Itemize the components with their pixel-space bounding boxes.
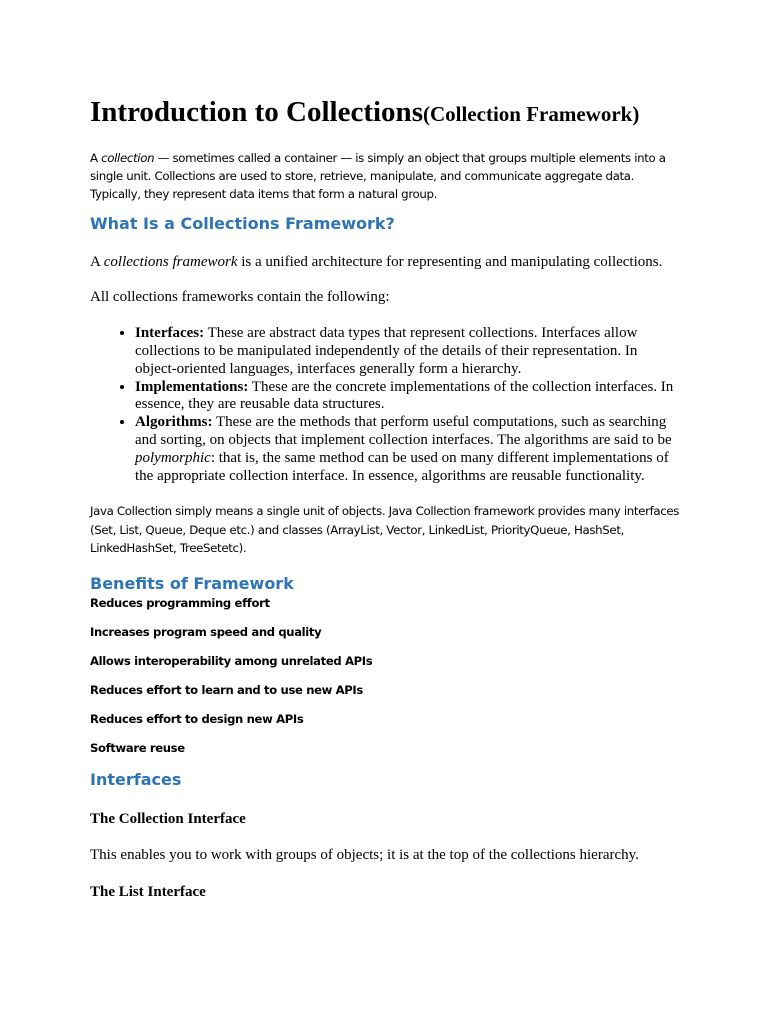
definition-emphasis: collections framework xyxy=(103,253,238,270)
benefits-list xyxy=(90,595,680,769)
benefit-item: Reduces effort to design new APIs xyxy=(90,711,304,726)
title-subtitle: (Collection Framework) xyxy=(422,102,640,126)
list-item-text: These are the methods that perform useful computations, such as searching and sorting, on objects that implement collection interfaces. The algorithms are said to be xyxy=(135,414,672,448)
page-title xyxy=(90,92,680,134)
collection-interface-description: This enables you to work with groups of objects; it is at the top of the collections hierarchy. xyxy=(90,846,639,863)
list-item-emphasis: polymorphic xyxy=(135,449,211,466)
intro-emphasis: collection xyxy=(101,151,155,165)
list-item-text: These are the concrete implementations of the collection interfaces. In essence, they are reusable data structures. xyxy=(135,378,674,413)
section-heading-benefits: Benefits of Framework xyxy=(90,573,294,593)
framework-contents-intro: All collections frameworks contain the following: xyxy=(90,289,390,306)
subheading-collection-interface: The Collection Interface xyxy=(90,810,246,827)
intro-lead: A xyxy=(90,151,102,165)
section-heading-interfaces: Interfaces xyxy=(90,769,182,789)
list-item-text-continued: : that is, the same method can be used on many different implementations of the appropriate collection interface. In essence, algorithms are reusable functionality. xyxy=(135,449,669,484)
benefit-item: Reduces programming effort xyxy=(90,595,270,610)
subheading-list-interface: The List Interface xyxy=(90,883,206,900)
definition-rest: is a unified architecture for representing and manipulating collections. xyxy=(237,253,663,270)
intro-rest: — sometimes called a container — is simply an object that groups multiple elements into a single unit. Collections are used to store, retrieve, manipulate, and communicate aggregate data. Typically, they represent data items that form a natural group. xyxy=(90,151,666,202)
list-item xyxy=(135,379,680,415)
benefit-item: Software reuse xyxy=(90,740,185,755)
list-item xyxy=(135,414,680,485)
list-item-term: Implementations: xyxy=(135,378,249,395)
intro-paragraph xyxy=(90,149,680,204)
document-page xyxy=(90,92,680,901)
title-main: Introduction to Collections xyxy=(90,96,423,128)
definition-lead: A xyxy=(90,253,104,270)
benefit-item: Reduces effort to learn and to use new APIs xyxy=(90,682,363,697)
benefit-item: Increases program speed and quality xyxy=(90,624,322,639)
section-heading-framework: What Is a Collections Framework? xyxy=(90,213,395,233)
list-item xyxy=(135,325,680,378)
list-item-term: Interfaces: xyxy=(135,325,205,342)
benefit-item: Allows interoperability among unrelated APIs xyxy=(90,653,373,668)
framework-components-list xyxy=(90,325,680,485)
java-collection-paragraph: Java Collection simply means a single unit of objects. Java Collection framework provides many interfaces (Set, List, Queue, Deque etc.) and classes (ArrayList, Vector, LinkedList, PriorityQueue, HashSet, LinkedHashSet, TreeSetetc). xyxy=(90,504,680,555)
list-item-term: Algorithms: xyxy=(135,414,213,431)
framework-definition xyxy=(90,254,680,272)
list-item-text: These are abstract data types that represent collections. Interfaces allow collections to be manipulated independently of the details of their representation. In object-oriented languages, interfaces generally form a hierarchy. xyxy=(135,325,638,377)
